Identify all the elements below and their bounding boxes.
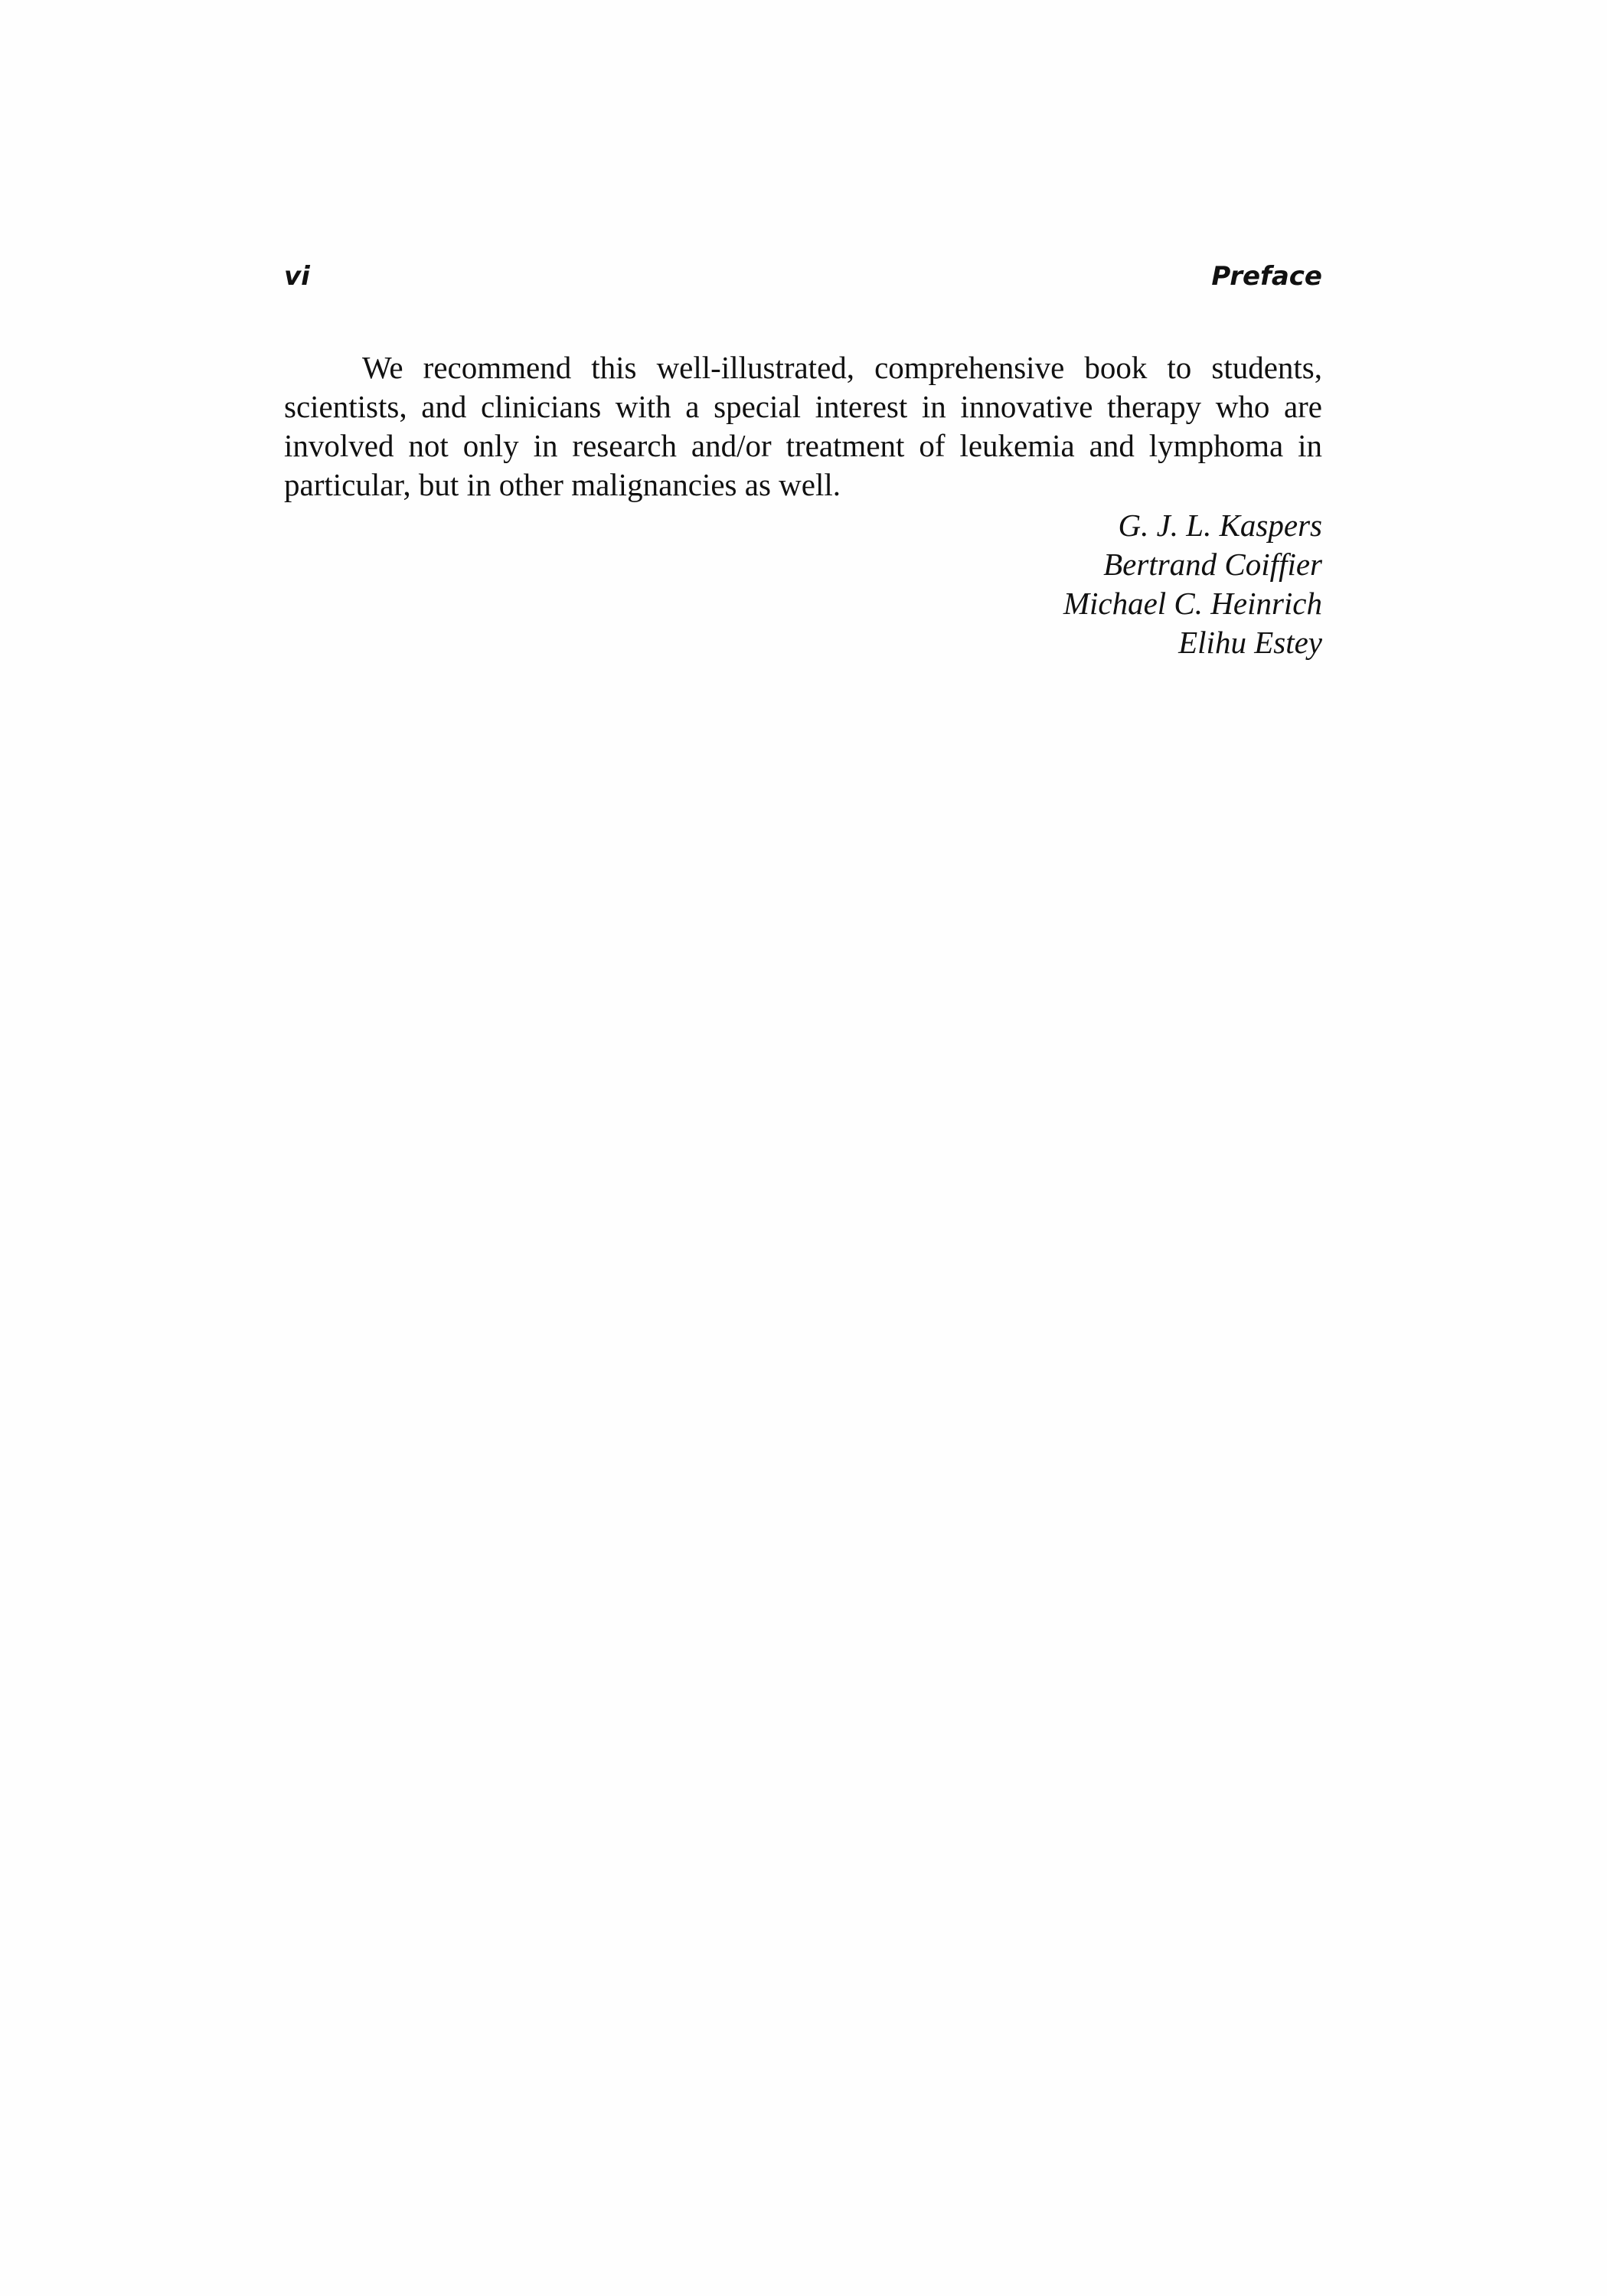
signature-name: Michael C. Heinrich [1063,586,1322,621]
preface-paragraph: We recommend this well-illustrated, comprehensive book to students, scientists, and clinicians with a special interest in innovative therapy who are involved not only in research and/or treatment of leukemia and lymphoma in particular, but in other malignancies as well. [284,350,1322,502]
signature-name: Bertrand Coiffier [1103,547,1322,582]
section-title: Preface [1211,261,1322,292]
signature-block [284,506,1322,662]
running-head [284,257,1322,296]
signature-name: Elihu Estey [1178,625,1322,660]
page-number: vi [284,261,310,292]
signature-name: G. J. L. Kaspers [1118,508,1322,543]
